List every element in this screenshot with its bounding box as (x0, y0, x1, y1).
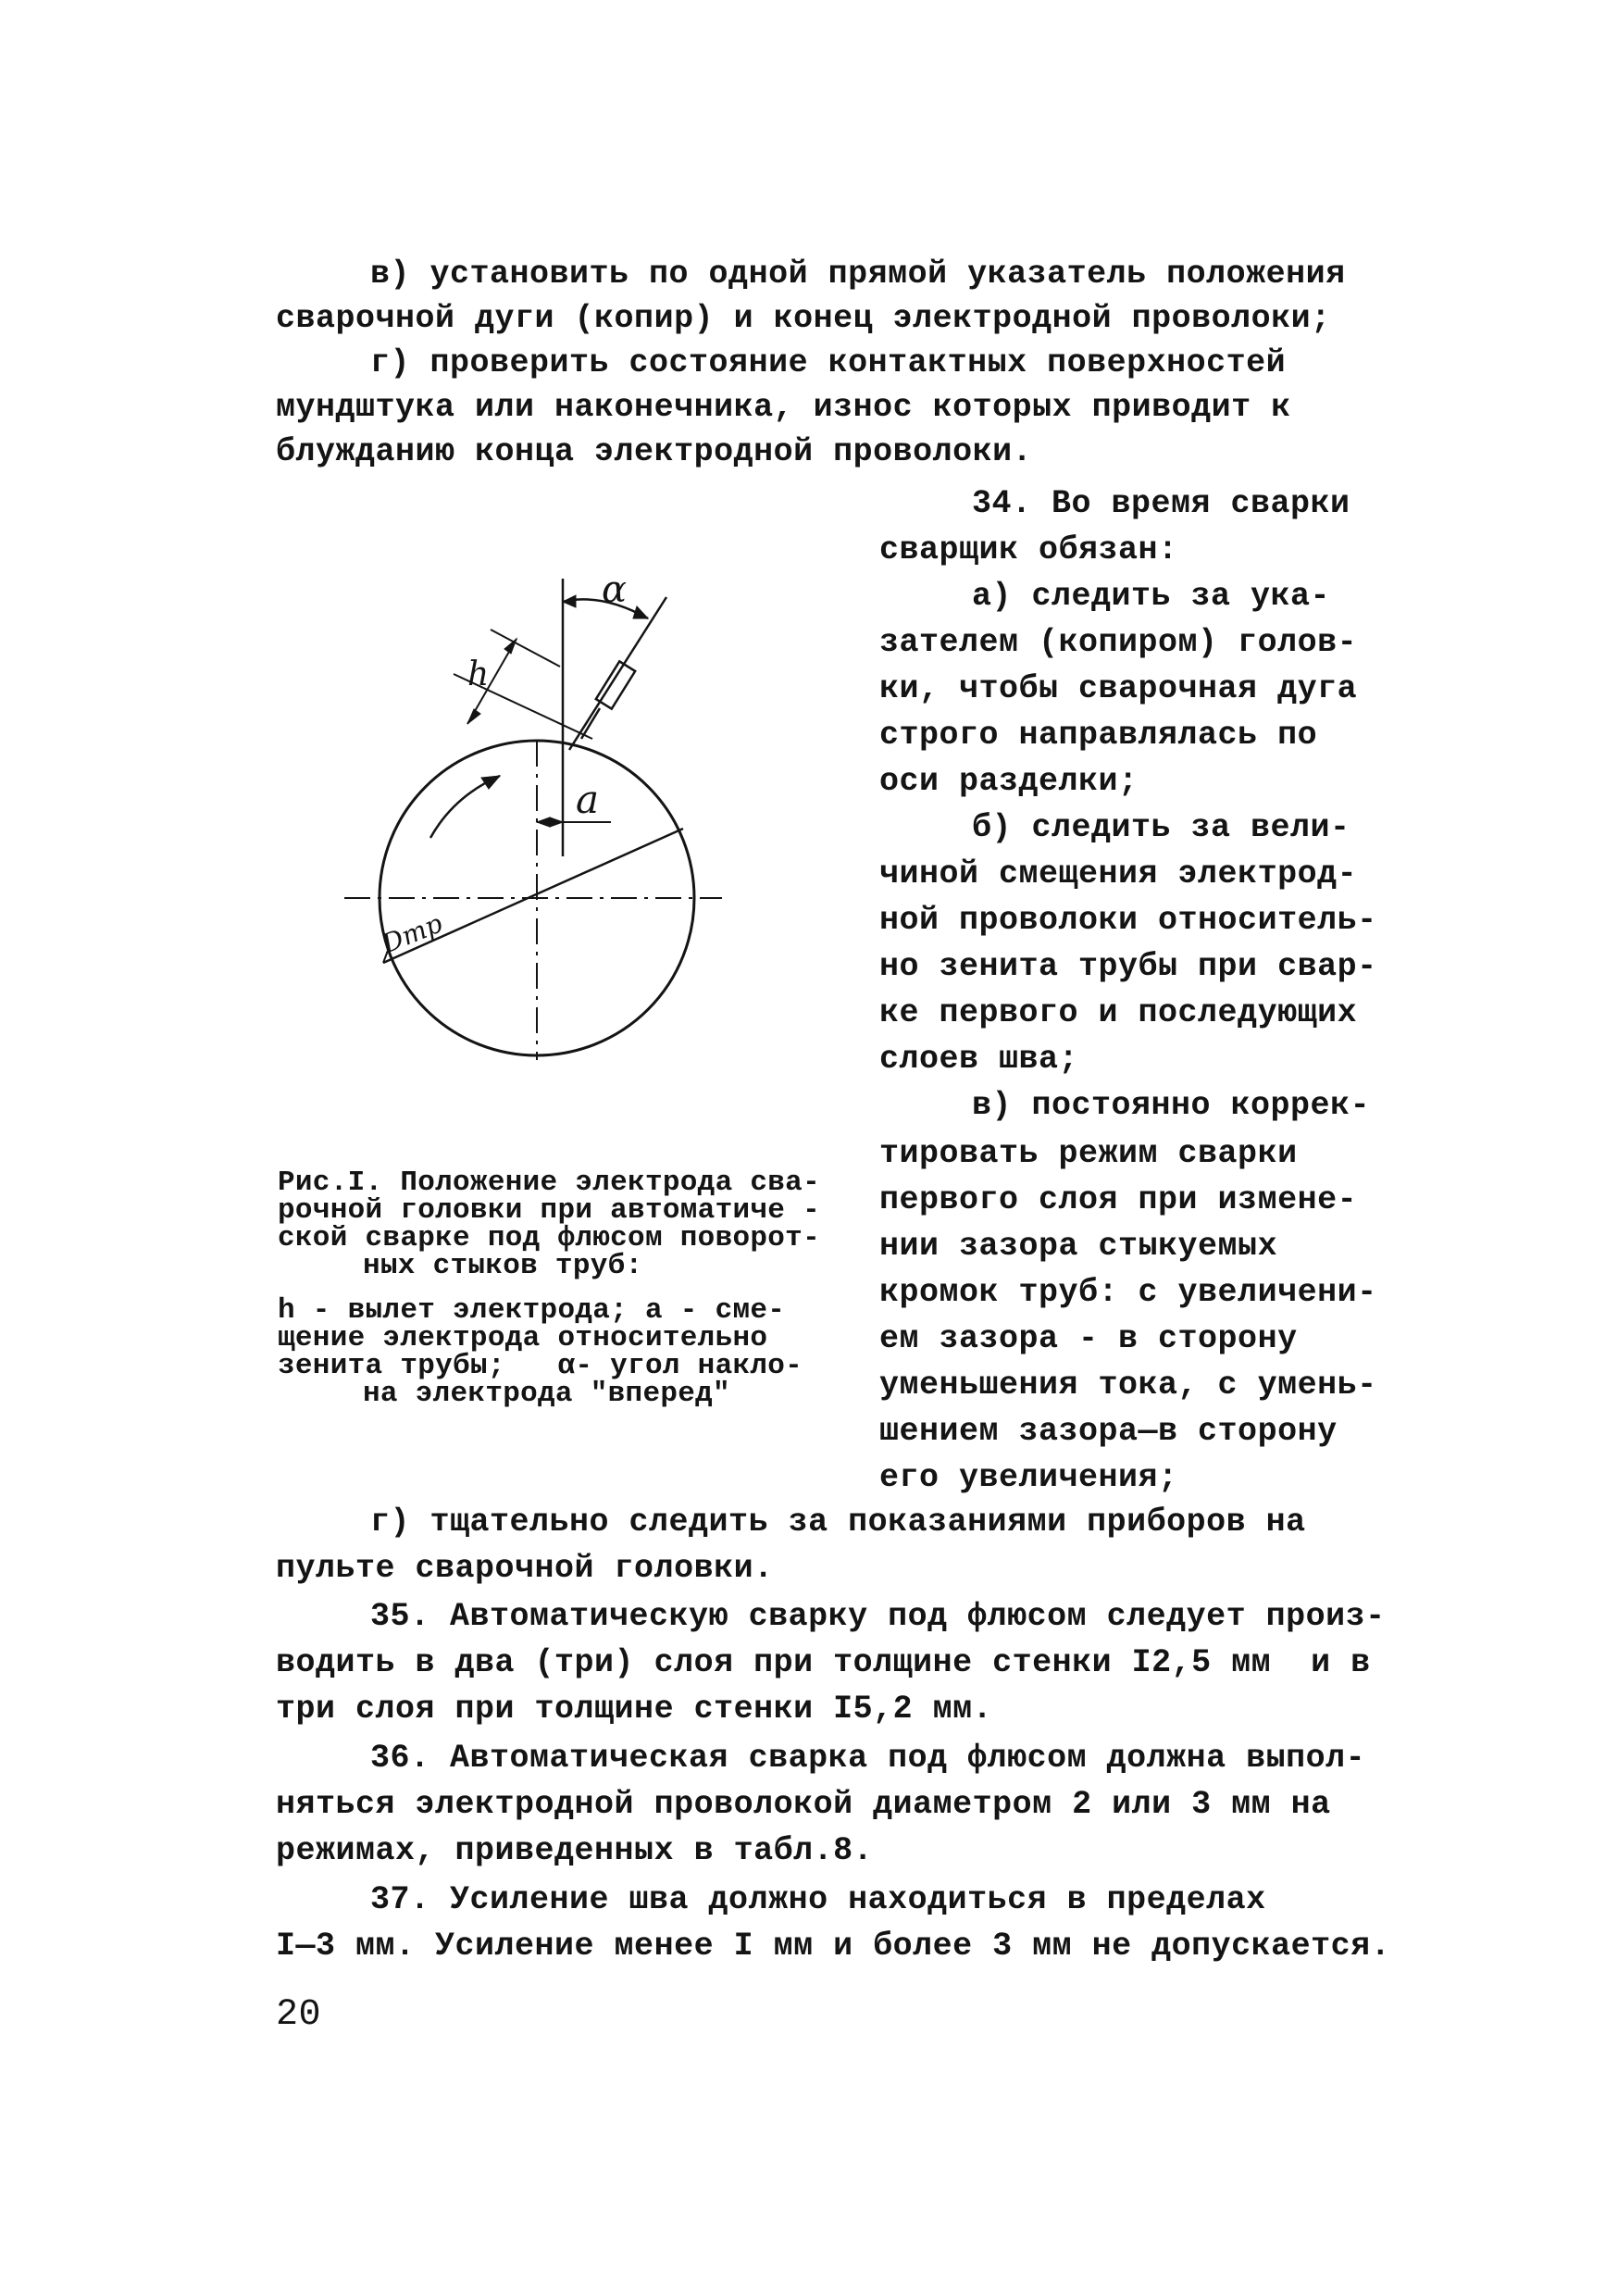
text-line: ной проволоки относитель- (879, 902, 1377, 939)
text-line: ке первого и последующих (879, 994, 1358, 1031)
text-line: пульте сварочной головки. (276, 1550, 774, 1587)
electrode-body (596, 661, 635, 708)
text-line: I—3 мм. Усиление менее I мм и более 3 мм не допускается. (276, 1928, 1391, 1965)
text-line: чиной смещения электрод- (879, 855, 1358, 892)
text-line: его увеличения; (879, 1459, 1178, 1496)
text-line: 34. Во время сварки (972, 485, 1350, 522)
caption-line: ных стыков труб: (363, 1250, 643, 1282)
caption-line: рочной головки при автоматиче - (278, 1194, 820, 1227)
text-line: уменьшения тока, с умень- (879, 1366, 1377, 1404)
caption-line: h - вылет электрода; a - сме- (278, 1294, 786, 1327)
text-line: слоев шва; (879, 1041, 1079, 1078)
offset-label: a (576, 777, 600, 822)
alpha-label: α (602, 568, 628, 611)
text-line: но зенита трубы при свар- (879, 948, 1377, 985)
caption-line: ской сварке под флюсом поворот- (278, 1222, 820, 1254)
page-number: 20 (276, 1994, 322, 2036)
electrode-position-diagram (324, 555, 722, 1074)
text-line: оси разделки; (879, 763, 1139, 800)
diameter-label: Dтр (378, 907, 447, 960)
text-line: г) проверить состояние контактных поверхностей (370, 344, 1287, 381)
text-line: няться электродной проволокой диаметром 2 или 3 мм на (276, 1786, 1331, 1823)
text-line: три слоя при толщине стенки I5,2 мм. (276, 1691, 993, 1728)
text-line: б) следить за вели- (972, 809, 1350, 846)
text-line: г) тщательно следить за показаниями приборов на (370, 1504, 1306, 1541)
text-line: строго направлялась по (879, 717, 1318, 754)
text-line: а) следить за ука- (972, 578, 1331, 615)
text-line: тировать режим сварки (879, 1135, 1298, 1172)
text-line: водить в два (три) слоя при толщине стенки I2,5 мм и в (276, 1644, 1371, 1681)
text-line: блужданию конца электродной проволоки. (276, 433, 1033, 470)
text-line: мундштука или наконечника, износ которых приводит к (276, 389, 1291, 426)
caption-line: Рис.I. Положение электрода сва- (278, 1167, 820, 1199)
text-line: первого слоя при измене- (879, 1181, 1358, 1218)
text-line: кромок труб: с увеличени- (879, 1274, 1377, 1311)
electrode-axis (569, 597, 666, 750)
h-label: h (467, 655, 490, 693)
text-line: в) постоянно коррек- (972, 1087, 1371, 1124)
text-line: ем зазора - в сторону (879, 1320, 1298, 1357)
text-line: шением зазора—в сторону (879, 1413, 1338, 1450)
text-line: зателем (копиром) голов- (879, 624, 1358, 661)
text-line: 35. Автоматическую сварку под флюсом следует произ- (370, 1598, 1386, 1635)
text-line: ки, чтобы сварочная дуга (879, 670, 1358, 707)
text-line: 37. Усиление шва должно находиться в пределах (370, 1881, 1266, 1918)
text-line: сварочной дуги (копир) и конец электродной проволоки; (276, 300, 1331, 337)
caption-line: зенита трубы; α- угол накло- (278, 1350, 803, 1382)
text-line: режимах, приведенных в табл.8. (276, 1832, 874, 1869)
caption-line: щение электрода относительно (278, 1322, 768, 1354)
text-line: 36. Автоматическая сварка под флюсом должна выпол- (370, 1740, 1366, 1777)
caption-line: на электрода "вперед" (363, 1378, 730, 1410)
text-line: нии зазора стыкуемых (879, 1228, 1278, 1265)
text-line: сварщик обязан: (879, 531, 1178, 568)
text-line: в) установить по одной прямой указатель положения (370, 256, 1346, 293)
